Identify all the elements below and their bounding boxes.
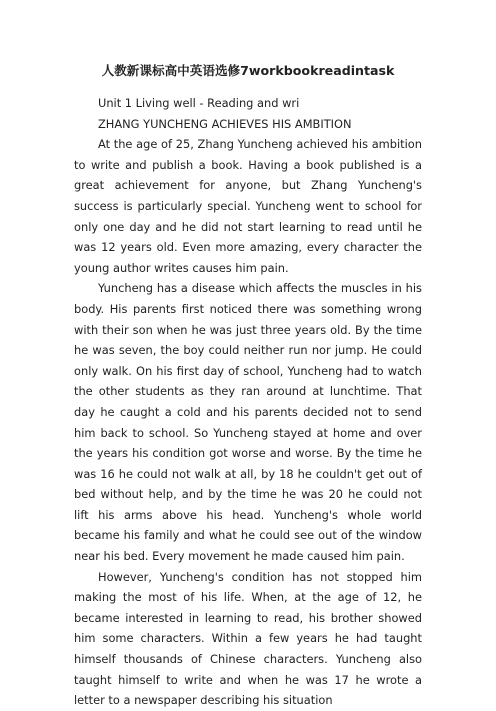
document-title: 人教新课标高中英语选修7workbookreadintask (101, 63, 395, 78)
article-heading: ZHANG YUNCHENG ACHIEVES HIS AMBITION (98, 116, 352, 131)
unit-line: Unit 1 Living well - Reading and wri (98, 96, 300, 110)
paragraph-2: Yuncheng has a disease which affects the muscles in his body. His parents first noticed there was something wrong with their son when he was just three years old. By the time he was seven, the boy could neither run nor jump. He could only walk. On his first day of school, Yuncheng had to watch the other students as they ran around at lunchtime. That day he caught a cold and his parents decided not to send him back to school. So Yuncheng stayed at home and over the years his condition got worse and worse. By the time he was 16 he could not walk at all, by 18 he couldn't get out of bed without help, and by the time he was 20 he could not lift his arms above his head. Yuncheng's whole world became his family and what he could see out of the window near his bed. Every movement he made caused him pain. (74, 281, 422, 564)
paragraph-3: However, Yuncheng's condition has not stopped him making the most of his life. When, at the age of 12, he became interested in learning to read, his brother showed him some characters. Within a few years he had taught himself thousands of Chinese characters. Yuncheng also taught himself to write and when he was 17 he wrote a letter to a newspaper describing his situation (74, 569, 422, 708)
paragraph-1: At the age of 25, Zhang Yuncheng achieved his ambition to write and publish a book. Having a book published is a great achievement for anyone, but Zhang Yuncheng's success is particularly special. Yuncheng went to school for only one day and he did not start learning to read until he was 12 years old. Even more amazing, every character the young author writes causes him pain. (74, 137, 422, 275)
